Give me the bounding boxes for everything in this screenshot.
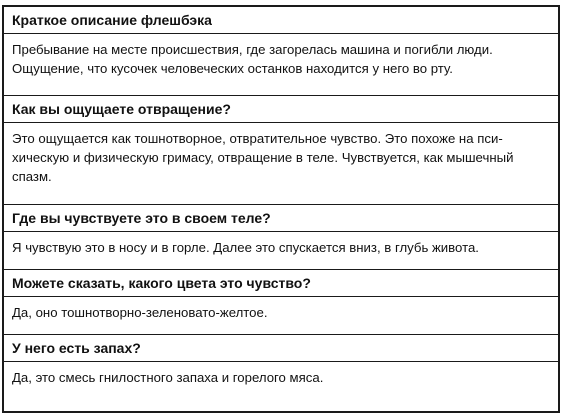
section-header: Как вы ощущаете отвращение?	[4, 96, 558, 123]
section-body	[4, 297, 558, 334]
section-body	[4, 362, 558, 393]
section-body	[4, 34, 558, 95]
section-header: Можете сказать, какого цвета это чувство?	[4, 270, 558, 297]
section-header: У него есть запах?	[4, 335, 558, 362]
section-header: Где вы чувствуете это в своем теле?	[4, 205, 558, 232]
body-line: Это ощущается как тошнотворное, отвратительное чувство. Это похоже на пси-	[12, 131, 503, 146]
body-line: хическую и физическую гримасу, отвращение в теле. Чувствуется, как мышечный	[12, 150, 514, 165]
section-flashback-summary	[4, 7, 558, 96]
body-line: спазм.	[12, 169, 52, 184]
flashback-table	[2, 5, 560, 413]
body-line: Пребывание на месте происшествия, где загорелась машина и погибли люди.	[12, 42, 493, 57]
section-body	[4, 232, 558, 269]
section-disgust-feeling	[4, 96, 558, 205]
body-line: Да, оно тошнотворно-зеленовато-желтое.	[12, 305, 268, 320]
body-line: Ощущение, что кусочек человеческих останков находится у него во рту.	[12, 61, 453, 76]
section-body-location	[4, 205, 558, 270]
body-line: Я чувствую это в носу и в горле. Далее это спускается вниз, в глубь живота.	[12, 240, 479, 255]
section-header: Краткое описание флешбэка	[4, 7, 558, 34]
section-feeling-color	[4, 270, 558, 335]
body-line: Да, это смесь гнилостного запаха и горелого мяса.	[12, 370, 324, 385]
section-feeling-smell	[4, 335, 558, 411]
section-body	[4, 123, 558, 204]
